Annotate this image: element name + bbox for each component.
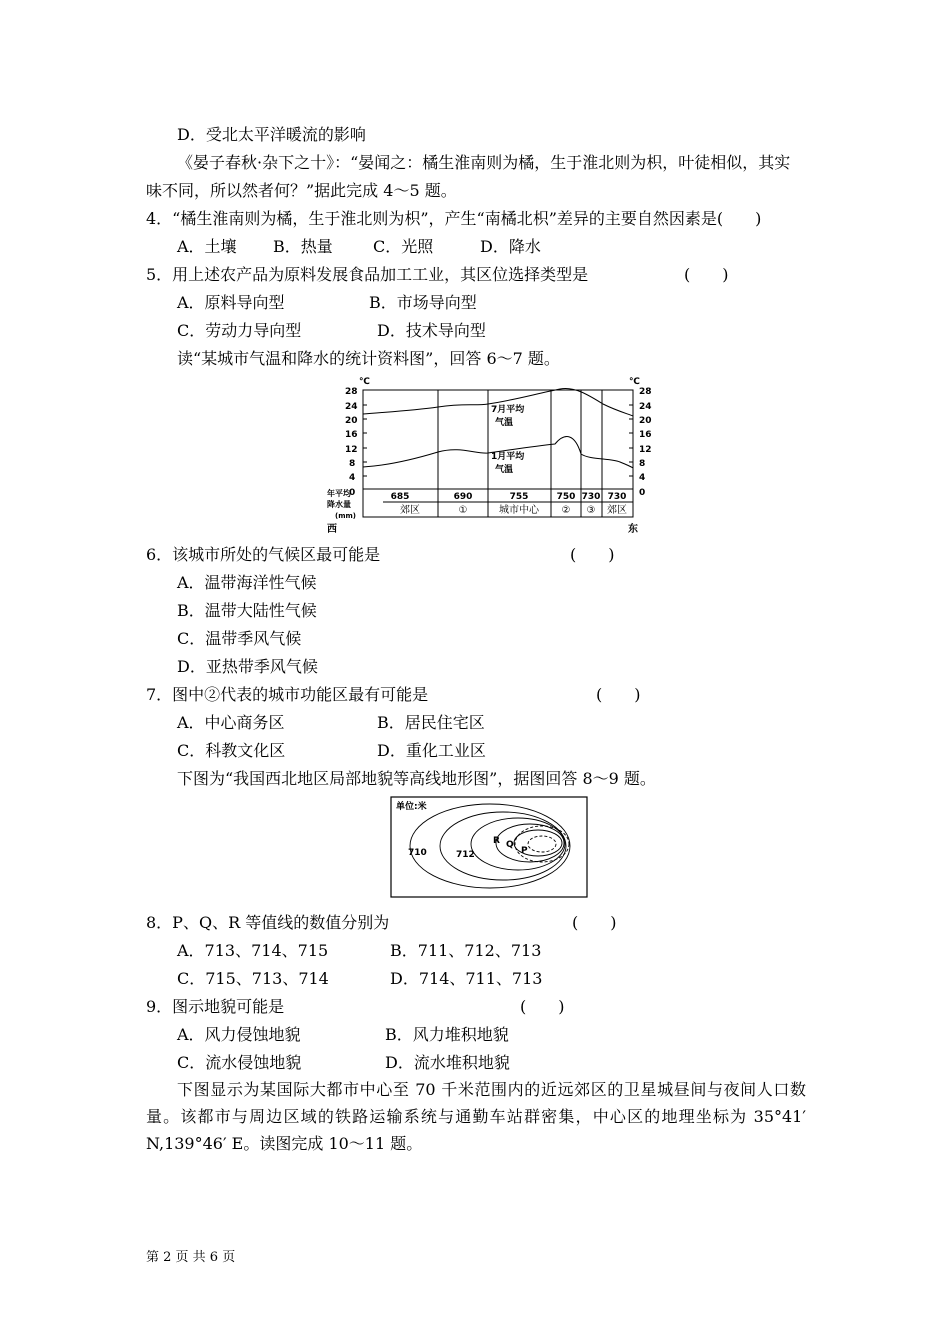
question-7-option-d: D．重化工业区 — [377, 741, 486, 760]
question-4-option-a: A．土壤 — [177, 237, 237, 256]
zone-label: 城市中心 — [499, 505, 539, 516]
precip-value: 690 — [453, 492, 473, 502]
question-4-option-b: B．热量 — [273, 237, 333, 256]
tick-label: 4 — [639, 473, 646, 483]
tick-label: 24 — [639, 402, 652, 412]
left-tick-marks — [363, 390, 633, 476]
question-9-answer-paren: ( ) — [520, 997, 565, 1016]
intro-10-11: 下图显示为某国际大都市中心至 70 千米范围内的近远郊区的卫星城昼间与夜间人口数量。该都市与周边区域的铁路运输系统与通勤车站群密集，中心区的地理坐标为 35°41′ N,139°46′ E。读图完成 10～11 题。 — [146, 1080, 806, 1153]
precip-label-line-3: (mm) — [335, 512, 356, 520]
tick-label: 24 — [345, 402, 358, 412]
question-9-option-c: C．流水侵蚀地貌 — [177, 1053, 302, 1072]
intro-4-5-line-2: 味不同，所以然者何？”据此完成 4～5 题。 — [146, 181, 457, 200]
question-6-option-d: D．亚热带季风气候 — [177, 657, 318, 676]
precip-value: 750 — [556, 492, 576, 502]
precip-value: 685 — [390, 492, 410, 502]
contour-map — [390, 796, 590, 904]
zone-label: 郊区 — [607, 505, 627, 516]
zone-label: 郊区 — [400, 505, 420, 516]
precip-value: 730 — [581, 492, 601, 502]
tick-label: 0 — [349, 488, 356, 498]
question-5-option-a: A．原料导向型 — [177, 293, 285, 312]
question-4-option-c: C．光照 — [373, 237, 434, 256]
tick-label: 20 — [345, 416, 358, 426]
question-5-answer-paren: ( ) — [684, 265, 729, 284]
question-9-option-b: B．风力堆积地貌 — [385, 1025, 509, 1044]
precip-value: 755 — [509, 492, 529, 502]
july-label-line-2: 气温 — [495, 418, 514, 428]
tick-label: 28 — [345, 387, 358, 397]
contour-label-710: 710 — [408, 848, 427, 858]
tick-label: 20 — [639, 416, 652, 426]
tick-label: 16 — [345, 430, 358, 440]
tick-label: 28 — [639, 387, 652, 397]
right-unit: ℃ — [629, 377, 640, 387]
tick-label: 12 — [639, 445, 652, 455]
question-7-option-b: B．居民住宅区 — [377, 713, 485, 732]
question-9-option-a: A．风力侵蚀地貌 — [177, 1025, 301, 1044]
intro-4-5-line-1: 《晏子春秋·杂下之十》：“晏闻之：橘生淮南则为橘，生于淮北则为枳，叶徒相似，其实 — [177, 153, 791, 172]
question-8-option-a: A．713、714、715 — [177, 941, 329, 960]
contour-map-svg — [390, 796, 590, 900]
left-tick-labels — [345, 387, 358, 498]
question-9: 9．图示地貌可能是 — [146, 997, 285, 1016]
tick-label: 8 — [639, 459, 646, 469]
question-6-option-a: A．温带海洋性气候 — [177, 573, 317, 592]
precip-label-line-2: 降水量 — [327, 500, 351, 509]
question-4: 4．“橘生淮南则为橘，生于淮北则为枳”，产生“南橘北枳”差异的主要自然因素是( ) — [146, 209, 762, 228]
page-footer: 第 2 页 共 6 页 — [146, 1250, 236, 1265]
question-6-option-c: C．温带季风气候 — [177, 629, 302, 648]
january-label-line-1: 1月平均 — [491, 452, 525, 462]
question-5-option-c: C．劳动力导向型 — [177, 321, 302, 340]
climate-chart — [325, 374, 660, 543]
question-5: 5．用上述农产品为原料发展食品加工工业，其区位选择类型是 — [146, 265, 589, 284]
precip-label-line-1: 年平均 — [327, 489, 351, 498]
question-7-answer-paren: ( ) — [596, 685, 641, 704]
question-8-option-b: B．711、712、713 — [390, 941, 542, 960]
question-6-option-b: B．温带大陆性气候 — [177, 601, 317, 620]
tick-label: 16 — [639, 430, 652, 440]
question-5-option-d: D．技术导向型 — [377, 321, 486, 340]
july-label-line-1: 7月平均 — [491, 405, 525, 415]
east-label: 东 — [628, 524, 638, 535]
question-7: 7．图中②代表的城市功能区最有可能是 — [146, 685, 429, 704]
question-8-answer-paren: ( ) — [572, 913, 617, 932]
unit-label: 单位:米 — [396, 802, 427, 812]
intro-6-7: 读“某城市气温和降水的统计资料图”，回答 6～7 题。 — [177, 349, 560, 368]
contour-label-p: P — [521, 846, 528, 856]
map-frame — [391, 797, 587, 897]
question-6: 6．该城市所处的气候区最可能是 — [146, 545, 381, 564]
zone-label: ① — [458, 505, 468, 516]
january-label-line-2: 气温 — [495, 465, 514, 475]
question-7-option-c: C．科教文化区 — [177, 741, 286, 760]
right-tick-labels — [639, 387, 652, 498]
contour-label-q: Q — [506, 840, 514, 850]
question-6-answer-paren: ( ) — [570, 545, 615, 564]
zone-label: ② — [561, 505, 571, 516]
contour-label-712: 712 — [456, 850, 475, 860]
question-3-option-d: D．受北太平洋暖流的影响 — [177, 125, 366, 144]
tick-label: 0 — [639, 488, 646, 498]
question-5-option-b: B．市场导向型 — [369, 293, 477, 312]
tick-label: 4 — [349, 473, 356, 483]
intro-8-9: 下图为“我国西北地区局部地貌等高线地形图”，据图回答 8～9 题。 — [177, 769, 656, 788]
contour-label-r: R — [493, 836, 500, 846]
question-9-option-d: D．流水堆积地貌 — [385, 1053, 510, 1072]
climate-chart-svg — [325, 374, 660, 539]
precip-value: 730 — [607, 492, 627, 502]
question-8: 8．P、Q、R 等值线的数值分别为 — [146, 913, 390, 932]
tick-label: 8 — [349, 459, 356, 469]
tick-label: 12 — [345, 445, 358, 455]
zone-label: ③ — [586, 505, 596, 516]
question-7-option-a: A．中心商务区 — [177, 713, 285, 732]
question-8-option-c: C．715、713、714 — [177, 969, 329, 988]
question-4-option-d: D．降水 — [480, 237, 541, 256]
left-unit: ℃ — [359, 377, 370, 387]
west-label: 西 — [327, 524, 337, 535]
question-8-option-d: D．714、711、713 — [390, 969, 543, 988]
